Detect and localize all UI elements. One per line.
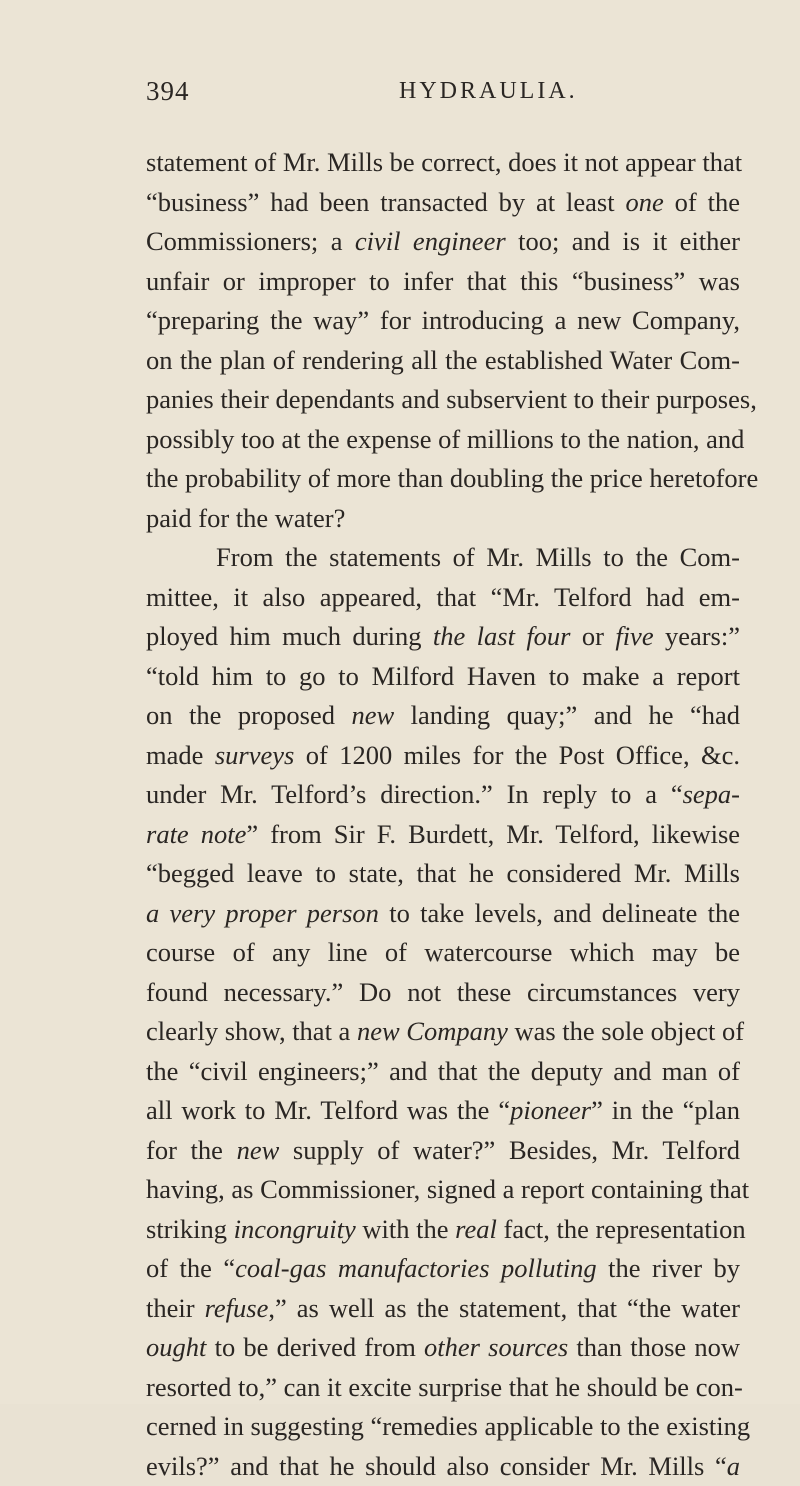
text-segment: of the “ — [146, 1253, 235, 1283]
text-segment: of 1200 miles for the Post Office, &c. — [294, 740, 740, 770]
text-line — [146, 538, 740, 578]
text-line — [146, 262, 740, 302]
italic-segment: a — [727, 1451, 740, 1481]
text-segment: the “civil engineers;” and that the deputy and man of — [146, 1056, 740, 1086]
italic-segment: a very proper person — [146, 898, 379, 928]
italic-segment: civil engineer — [355, 226, 506, 256]
text-segment: possibly too at the expense of millions to the nation, and — [146, 424, 744, 454]
text-line — [146, 1328, 740, 1368]
text-segment: evils?” and that he should also consider Mr. Mills “ — [146, 1451, 727, 1481]
text-segment: unfair or improper to infer that this “business” was — [146, 266, 740, 296]
text-line — [146, 1052, 740, 1092]
running-head: HYDRAULIA. — [399, 78, 578, 105]
text-segment: than those now — [568, 1332, 740, 1362]
text-segment: having, as Commissioner, signed a report containing that — [146, 1174, 749, 1204]
text-line — [146, 222, 740, 262]
text-line — [146, 578, 740, 618]
text-line — [146, 1131, 740, 1171]
text-line — [146, 854, 740, 894]
text-line — [146, 815, 740, 855]
text-segment: their — [146, 1293, 205, 1323]
text-segment: “business” had been transacted by at least — [146, 187, 625, 217]
page-header — [146, 76, 746, 116]
text-segment: ” from Sir F. Burdett, Mr. Telford, likewise — [246, 819, 740, 849]
text-line — [146, 380, 740, 420]
text-line — [146, 1368, 740, 1408]
text-segment: made — [146, 740, 215, 770]
text-segment: to take levels, and delineate the — [379, 898, 740, 928]
italic-segment: one — [625, 187, 663, 217]
text-line — [146, 459, 740, 499]
text-segment: cerned in suggesting “remedies applicable to the existing — [146, 1411, 750, 1441]
italic-segment: rate note — [146, 819, 246, 849]
text-segment: the probability of more than doubling the price heretofore — [146, 463, 758, 493]
text-segment: on the plan of rendering all the established Water Com- — [146, 345, 740, 375]
text-line — [146, 1012, 740, 1052]
text-line — [146, 1091, 740, 1131]
text-line — [146, 657, 740, 697]
text-line — [146, 617, 740, 657]
italic-segment: real — [455, 1214, 497, 1244]
italic-segment: the last four — [433, 621, 571, 651]
italic-segment: refuse — [205, 1293, 269, 1323]
text-segment: ,” as well as the statement, that “the water — [268, 1293, 740, 1323]
text-line — [146, 1289, 740, 1329]
text-line — [146, 143, 740, 183]
text-line — [146, 1210, 740, 1250]
text-line — [146, 775, 740, 815]
text-segment: resorted to,” can it excite surprise that he should be con- — [146, 1372, 743, 1402]
text-line — [146, 420, 740, 460]
italic-segment: sepa- — [683, 779, 740, 809]
text-line — [146, 894, 740, 934]
text-segment: on the proposed — [146, 700, 351, 730]
text-segment: supply of water?” Besides, Mr. Telford — [279, 1135, 740, 1165]
text-segment: “told him to go to Milford Haven to make a report — [146, 661, 740, 691]
text-segment: ployed him much during — [146, 621, 433, 651]
italic-segment: new Company — [357, 1016, 508, 1046]
text-segment: under Mr. Telford’s direction.” In reply to a “ — [146, 779, 683, 809]
text-line — [146, 1407, 740, 1447]
italic-segment: coal-gas manufactories polluting — [235, 1253, 597, 1283]
text-segment: the river by — [597, 1253, 740, 1283]
text-segment: years:” — [654, 621, 740, 651]
text-segment: of the — [664, 187, 740, 217]
italic-segment: new — [351, 700, 394, 730]
text-segment: landing quay;” and he “had — [394, 700, 740, 730]
text-line — [146, 341, 740, 381]
text-line — [146, 499, 740, 539]
text-segment: mittee, it also appeared, that “Mr. Telford had em- — [146, 582, 740, 612]
text-segment: From the statements of Mr. Mills to the Com- — [216, 542, 740, 572]
text-line — [146, 973, 740, 1013]
text-line — [146, 1170, 740, 1210]
text-segment: found necessary.” Do not these circumstances very — [146, 977, 740, 1007]
text-line — [146, 183, 740, 223]
italic-segment: surveys — [215, 740, 294, 770]
italic-segment: pioneer — [510, 1095, 591, 1125]
text-segment: ” in the “plan — [591, 1095, 740, 1125]
italic-segment: five — [615, 621, 653, 651]
text-segment: fact, the representation — [497, 1214, 746, 1244]
text-line — [146, 1447, 740, 1486]
text-segment: panies their dependants and subservient to their purposes, — [146, 384, 757, 414]
italic-segment: incongruity — [234, 1214, 356, 1244]
text-segment: paid for the water? — [146, 503, 345, 533]
page-number: 394 — [146, 76, 190, 107]
text-line — [146, 736, 740, 776]
text-segment: Commissioners; a — [146, 226, 355, 256]
text-segment: too; and is it either — [506, 226, 740, 256]
text-segment: “preparing the way” for introducing a new Company, — [146, 305, 740, 335]
text-line — [146, 696, 740, 736]
text-segment: or — [571, 621, 616, 651]
italic-segment: ought — [146, 1332, 206, 1362]
text-segment: striking — [146, 1214, 234, 1244]
text-segment: to be derived from — [206, 1332, 424, 1362]
text-segment: with the — [356, 1214, 455, 1244]
text-segment: course of any line of watercourse which may be — [146, 937, 740, 967]
text-segment: clearly show, that a — [146, 1016, 357, 1046]
text-segment: statement of Mr. Mills be correct, does it not appear that — [146, 147, 742, 177]
text-segment: was the sole object of — [508, 1016, 744, 1046]
text-segment: for the — [146, 1135, 237, 1165]
text-segment: all work to Mr. Telford was the “ — [146, 1095, 510, 1125]
body-text — [146, 143, 740, 1486]
text-segment: “begged leave to state, that he considered Mr. Mills — [146, 858, 740, 888]
italic-segment: new — [237, 1135, 280, 1165]
text-line — [146, 301, 740, 341]
text-line — [146, 1249, 740, 1289]
text-line — [146, 933, 740, 973]
italic-segment: other sources — [424, 1332, 568, 1362]
